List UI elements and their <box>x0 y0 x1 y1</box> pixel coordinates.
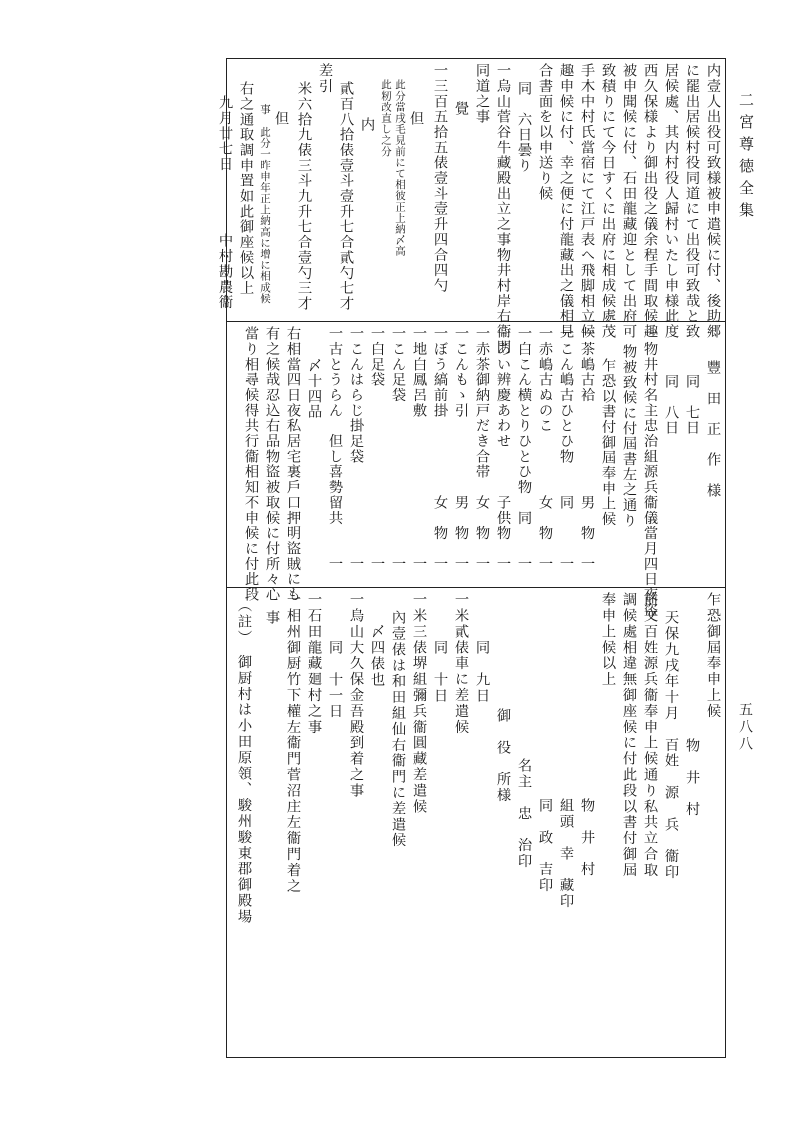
text-column: 一三百五拾五俵壹斗壹升四合四勺 <box>432 63 448 294</box>
band-middle <box>227 322 725 618</box>
text-column: 内 <box>359 117 375 133</box>
text-column: 組頭 幸 藏印 <box>558 798 574 910</box>
text-column: 同 九日 <box>474 640 490 704</box>
text-frame <box>217 58 726 1058</box>
text-column: 一こんもゝ引 男 物 一 <box>453 326 469 572</box>
text-column: 物 井 村 <box>579 798 595 878</box>
text-column: 一烏山大久保金吾殿到着之事 <box>348 592 364 799</box>
text-column: 一地白鳳呂敷 一 <box>411 326 427 572</box>
text-column: 一ぼう縞前掛 女 物 一 <box>432 326 448 572</box>
text-column: 奉申上候以上 <box>600 592 616 688</box>
text-column: 差引 <box>317 63 333 94</box>
band-bottom <box>227 588 725 1058</box>
text-column: 一こんはらじ掛足袋 一 <box>348 326 364 572</box>
text-column: 居候處、其内村役人歸村いたし申様此度 <box>663 63 679 340</box>
text-column: 此籾改直し之分 <box>380 79 392 157</box>
text-column: 內壹俵は和田組仙右衞門に差遣候 <box>390 610 406 849</box>
text-column: 右相當四日夜私居宅裏戶口押明盜賊にも <box>285 326 301 603</box>
text-column: 但 <box>273 111 289 127</box>
text-column: （註） 御厨村は小田原領、駿州駿東郡御殿場 <box>236 598 252 925</box>
text-column: 一こん足袋 一 <box>390 326 406 572</box>
text-column: 〆四俵也 <box>369 624 385 688</box>
text-column: 合書面を以申送り候 <box>537 63 553 202</box>
band-top <box>217 59 725 355</box>
text-column: 事 此分一昨申年正上納高に增に相成候 <box>259 104 271 304</box>
text-column: 前文百姓源兵衞奉申上候通り私共立合取 <box>642 592 658 879</box>
page-number: 五八八 <box>737 702 753 753</box>
text-column: 一赤茶御納戸だき合帯 女 物 一 <box>474 326 490 572</box>
text-column: 貳百八拾俵壹斗壹升七合貳勺七才 <box>338 81 354 312</box>
book-title: 二宮尊徳全集 <box>737 92 755 224</box>
text-column: 覺 <box>453 101 469 117</box>
text-column: 一白足袋 一 <box>369 326 385 572</box>
text-column: 乍恐以書付御屆奉申上候 <box>600 358 616 527</box>
text-column: 九月廿七日 中村勘農衞 <box>217 95 233 310</box>
text-column: 有之候哉忍込右品物盜被取候に付所々心 <box>264 326 280 603</box>
text-column: 天保九戌年十月 百姓 源 兵 衞印 <box>663 610 679 881</box>
text-column: 同 十一日 <box>327 640 343 720</box>
text-column: 一古とうらん 但し喜勢留共 一 <box>327 326 343 572</box>
text-column: 但 <box>408 111 424 127</box>
text-column: 物 井 村 <box>684 738 700 818</box>
text-column: 手木中村氏當宿にて江戸表へ飛脚相立候 <box>579 63 595 340</box>
text-column: 一物井村名主忠治組源兵衞儀當月四日夜盜 <box>642 326 658 618</box>
text-column: 米六拾九俵三斗九升七合壹勺三才 <box>296 81 312 312</box>
text-column: 一あい辨慶あわせ 子供物 一 <box>495 326 511 572</box>
text-column: 調候處相違無御座候に付此段以書付御屆 <box>621 592 637 879</box>
text-column: 名主 忠 治印 <box>516 758 532 870</box>
text-column: 内壹人出役可致様被申遣候に付、後助郷 <box>705 63 721 340</box>
text-column: 被申聞候に付、石田龍藏迎として出府可 <box>621 63 637 340</box>
text-column: 乍恐御屆奉申上候 <box>705 592 721 720</box>
text-column: 一米貳俵車に差遣候 <box>453 592 469 736</box>
text-column: 事 <box>264 610 280 626</box>
text-column: 一こん嶋古ひとひ物 同 一 <box>558 326 574 572</box>
text-column: 右之通取調申置如此御座候以上 <box>238 81 254 296</box>
text-column: 當り相尋候得共行衞相知不申候に付此段 <box>243 326 259 603</box>
text-column: 致積りにて今日すくに出府に相成候處茂 <box>600 63 616 340</box>
text-column: 御 役 所様 <box>495 708 511 804</box>
text-column: 此分當戌毛見前にて相彼正上納〆高 <box>394 79 406 257</box>
text-column: 〆十四品 <box>306 358 322 420</box>
text-column: 一石田龍藏廻村之事 <box>306 592 322 736</box>
text-column: 一茶嶋古袷 男 物 一 <box>579 326 595 572</box>
text-column: 同 政 吉印 <box>537 798 553 894</box>
text-column: 物被致候に付屆書左之通り <box>621 344 637 529</box>
text-column: 同 七日 <box>684 374 700 436</box>
text-column: 一米三俵堺組彌兵衞圓藏差遣候 <box>411 592 427 815</box>
text-column: 趣申候に付、幸之便に付龍藏出之儀相見 <box>558 63 574 340</box>
text-column: 一相州御厨竹下權左衞門菅沼庄左衞門着之 <box>285 592 301 895</box>
text-column: 同 六日曇り <box>516 81 532 174</box>
text-column: 西久保様より御出役之儀余程手間取候趣 <box>642 63 658 340</box>
text-column: 同 十日 <box>432 640 448 704</box>
text-column: 一烏山菅谷牛藏殿出立之事物井村岸右衞門 <box>495 63 511 355</box>
text-column: 同道之事 <box>474 63 490 125</box>
text-column: 同 八日 <box>663 374 679 436</box>
text-column: 一白こん横とりひとひ物 同 一 <box>516 326 532 572</box>
text-column: 一赤嶋古ぬのこ 女 物 一 <box>537 326 553 572</box>
text-column: 豐 田 正 作 様 <box>705 360 721 499</box>
text-column: に罷出居候村役同道にて出役可致哉と致 <box>684 63 700 340</box>
